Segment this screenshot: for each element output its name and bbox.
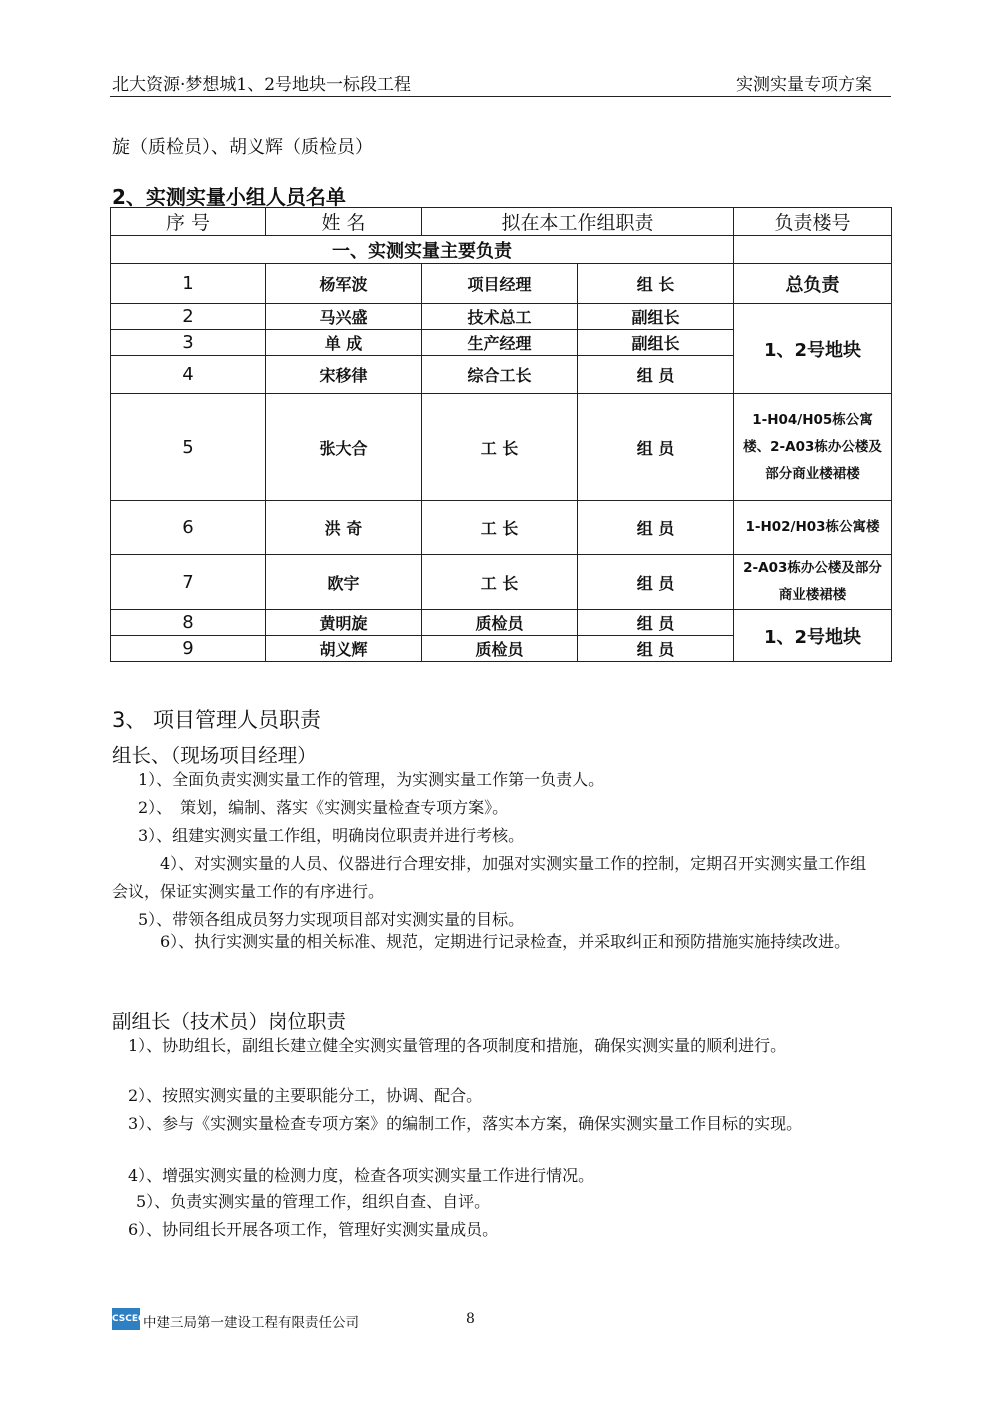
header-role: 拟在本工作组职责 <box>422 208 734 236</box>
leader-item: 5）、带领各组成员努力实现项目部对实测实量的目标。 <box>138 910 525 929</box>
company-logo: CSCEC <box>112 1308 140 1330</box>
row-role: 生产经理 <box>422 330 578 356</box>
leader-item: 6）、执行实测实量的相关标准、规范，定期进行记录检查，并采取纠正和预防措施实施持续改进。 <box>160 932 851 951</box>
deputy-title: 副组长（技术员）岗位职责 <box>112 1010 347 1033</box>
row-duty: 副组长 <box>578 330 734 356</box>
subheader-cell: 一、实测实量主要负责 <box>111 236 734 264</box>
row-duty: 组 员 <box>578 356 734 394</box>
table-row <box>111 610 892 636</box>
row-no: 6 <box>111 501 266 555</box>
row-no: 8 <box>111 610 266 636</box>
row-no: 4 <box>111 356 266 394</box>
row-role: 工 长 <box>422 501 578 555</box>
staff-table <box>110 207 892 662</box>
row-building: 1-H04/H05栋公寓楼、2-A03栋办公楼及部分商业楼裙楼 <box>734 394 892 501</box>
subheader-empty <box>734 236 892 264</box>
table-row <box>111 501 892 555</box>
row-role: 工 长 <box>422 394 578 501</box>
row-no: 7 <box>111 555 266 610</box>
row-duty: 组 员 <box>578 610 734 636</box>
continued-text: 旋（质检员）、胡义辉（质检员） <box>112 137 373 158</box>
row-role: 项目经理 <box>422 264 578 304</box>
row-role: 工 长 <box>422 555 578 610</box>
row-role: 综合工长 <box>422 356 578 394</box>
page-header-right: 实测实量专项方案 <box>736 75 872 95</box>
row-name: 洪 奇 <box>266 501 422 555</box>
row-building: 2-A03栋办公楼及部分商业楼裙楼 <box>734 555 892 610</box>
section3-title: 3、 项目管理人员职责 <box>112 708 322 732</box>
leader-item: 4）、对实测实量的人员、仪器进行合理安排，加强对实测实量工作的控制，定期召开实测实量工作组会议，保证实测实量工作的有序进行。 <box>112 854 867 901</box>
row-no: 5 <box>111 394 266 501</box>
row-name: 宋移律 <box>266 356 422 394</box>
row-name: 单 成 <box>266 330 422 356</box>
row-duty: 组 员 <box>578 394 734 501</box>
row-no: 2 <box>111 304 266 330</box>
row-building: 1-H02/H03栋公寓楼 <box>734 501 892 555</box>
deputy-item: 3）、参与《实测实量检查专项方案》的编制工作，落实本方案，确保实测实量工作目标的实现。 <box>128 1114 803 1133</box>
row-duty: 组 长 <box>578 264 734 304</box>
row-name: 胡义辉 <box>266 636 422 662</box>
footer-company: 中建三局第一建设工程有限责任公司 <box>143 1315 359 1331</box>
header-no: 序 号 <box>111 208 266 236</box>
leader-item: 3）、组建实测实量工作组，明确岗位职责并进行考核。 <box>138 826 525 845</box>
row-name: 黄明旋 <box>266 610 422 636</box>
row-duty: 组 员 <box>578 501 734 555</box>
row-name: 杨军波 <box>266 264 422 304</box>
leader-title: 组长、（现场项目经理） <box>112 744 317 767</box>
row-no: 9 <box>111 636 266 662</box>
table-row <box>111 555 892 610</box>
row-role: 质检员 <box>422 610 578 636</box>
table-subheader-row <box>111 236 892 264</box>
deputy-item: 2）、按照实测实量的主要职能分工，协调、配合。 <box>128 1086 483 1105</box>
leader-item: 1）、全面负责实测实量工作的管理，为实测实量工作第一负责人。 <box>138 770 605 789</box>
header-name: 姓 名 <box>266 208 422 236</box>
deputy-item: 1）、协助组长，副组长建立健全实测实量管理的各项制度和措施，确保实测实量的顺利进行。 <box>128 1036 787 1055</box>
header-building: 负责楼号 <box>734 208 892 236</box>
row-duty: 组 员 <box>578 555 734 610</box>
page-number: 8 <box>466 1311 475 1327</box>
row-name: 马兴盛 <box>266 304 422 330</box>
table-row <box>111 304 892 330</box>
row-building: 1、2号地块 <box>734 610 892 662</box>
row-duty: 副组长 <box>578 304 734 330</box>
table-row <box>111 264 892 304</box>
row-building: 总负责 <box>734 264 892 304</box>
deputy-item: 5）、负责实测实量的管理工作，组织自查、自评。 <box>136 1192 491 1211</box>
section2-title: 2、实测实量小组人员名单 <box>112 185 346 209</box>
row-building: 1、2号地块 <box>734 304 892 394</box>
page-header-left: 北大资源·梦想城1、2号地块一标段工程 <box>112 75 412 95</box>
table-row <box>111 394 892 501</box>
table-header-row <box>111 208 892 236</box>
header-rule <box>110 96 891 97</box>
deputy-item: 6）、协同组长开展各项工作，管理好实测实量成员。 <box>128 1220 499 1239</box>
row-name: 张大合 <box>266 394 422 501</box>
deputy-item: 4）、增强实测实量的检测力度，检查各项实测实量工作进行情况。 <box>128 1166 595 1185</box>
row-duty: 组 员 <box>578 636 734 662</box>
row-role: 质检员 <box>422 636 578 662</box>
leader-item: 2）、 策划，编制、落实《实测实量检查专项方案》。 <box>138 798 509 817</box>
row-name: 欧宇 <box>266 555 422 610</box>
row-no: 1 <box>111 264 266 304</box>
row-no: 3 <box>111 330 266 356</box>
row-role: 技术总工 <box>422 304 578 330</box>
